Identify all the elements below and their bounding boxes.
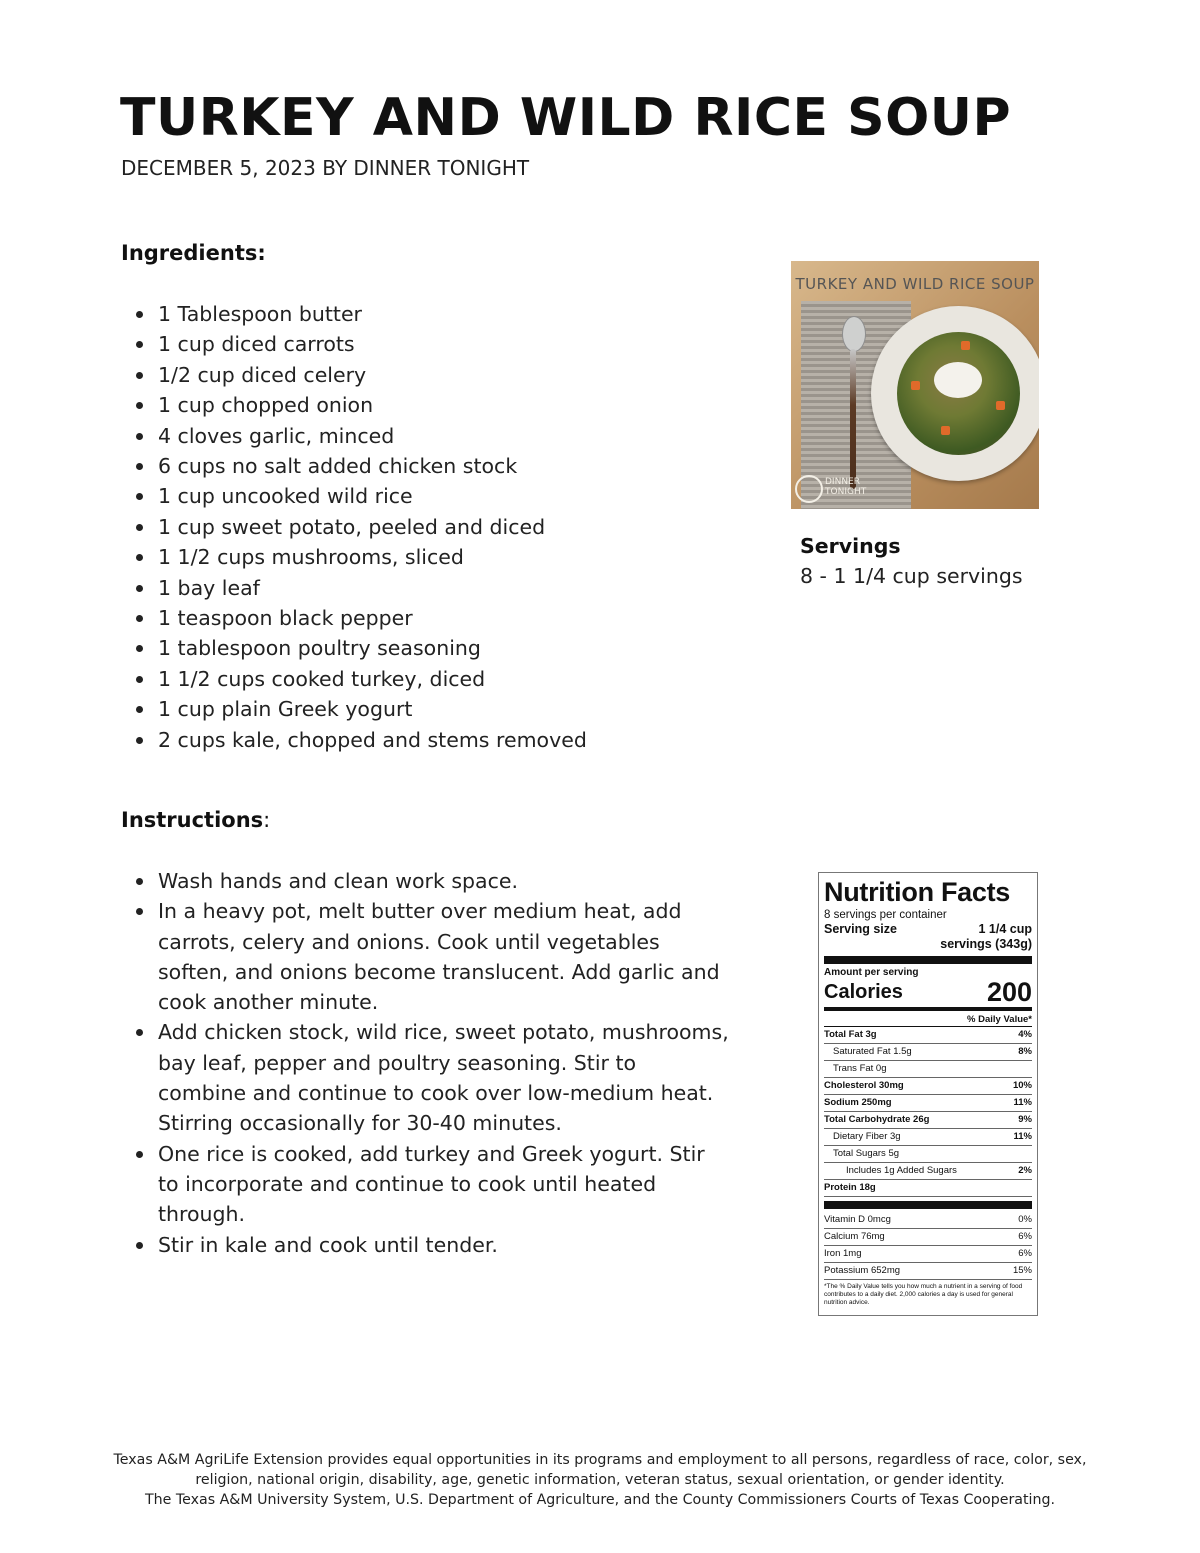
nutrient-name: Cholesterol 30mg <box>824 1080 904 1091</box>
calories-label: Calories <box>824 981 903 1003</box>
nutrition-divider <box>824 956 1032 964</box>
photo-carrot <box>961 341 970 350</box>
nutrition-footnote: *The % Daily Value tells you how much a nutrient in a serving of food contributes to a daily diet. 2,000 calories a day is used for general nutrition advice. <box>824 1283 1023 1306</box>
nutrient-name: Protein 18g <box>824 1182 876 1193</box>
instructions-heading-colon: : <box>263 808 271 832</box>
nutrient-name: Total Carbohydrate 26g <box>824 1114 930 1125</box>
ingredient-item: 1 1/2 cups mushrooms, sliced <box>130 542 690 572</box>
ingredient-item: 1 cup chopped onion <box>130 390 690 420</box>
nutrition-divider <box>824 1201 1032 1209</box>
photo-caption-title: TURKEY AND WILD RICE SOUP <box>795 275 1035 293</box>
serving-size-row <box>824 922 1032 952</box>
instruction-step: Wash hands and clean work space. <box>130 866 730 896</box>
photo-logo-text <box>825 477 866 497</box>
ingredient-item: 1 cup plain Greek yogurt <box>130 694 690 724</box>
nutrient-row <box>824 1112 1032 1129</box>
nutrient-row <box>824 1095 1032 1112</box>
ingredient-item: 2 cups kale, chopped and stems removed <box>130 725 690 755</box>
logo-line1: DINNER <box>825 477 860 487</box>
ingredient-item: 1 bay leaf <box>130 573 690 603</box>
nutrient-row <box>824 1129 1032 1146</box>
ingredient-item: 1 tablespoon poultry seasoning <box>130 633 690 663</box>
instruction-step: One rice is cooked, add turkey and Greek yogurt. Stir to incorporate and continue to cook until heated through. <box>130 1139 730 1230</box>
micronutrient-row <box>824 1212 1032 1229</box>
ingredient-item: 1 1/2 cups cooked turkey, diced <box>130 664 690 694</box>
nutrient-name: Saturated Fat 1.5g <box>833 1046 912 1057</box>
ingredient-item: 1 cup uncooked wild rice <box>130 481 690 511</box>
soup-photo <box>791 261 1039 509</box>
nutrient-row <box>824 1146 1032 1163</box>
spoon-icon <box>842 316 866 352</box>
micronutrient-row <box>824 1229 1032 1246</box>
micronutrient-name: Iron 1mg <box>824 1248 862 1259</box>
nutrient-row <box>824 1027 1032 1044</box>
serving-size-value-1: 1 1/4 cup <box>978 922 1032 936</box>
spoon-handle <box>850 349 856 489</box>
micronutrient-daily-value: 6% <box>1018 1231 1032 1242</box>
serving-size-label: Serving size <box>824 922 897 936</box>
serving-size-value <box>940 922 1032 952</box>
footer-line-1: Texas A&M AgriLife Extension provides equal opportunities in its programs and employment to all persons, regardless of race, color, sex, <box>113 1452 1087 1468</box>
ingredient-item: 1 cup diced carrots <box>130 329 690 359</box>
nutrient-daily-value: 8% <box>1018 1046 1032 1057</box>
nutrient-row <box>824 1078 1032 1095</box>
ingredient-item: 1 teaspoon black pepper <box>130 603 690 633</box>
nutrient-row <box>824 1180 1032 1197</box>
nutrient-rows <box>824 1027 1032 1197</box>
ingredient-item: 1 Tablespoon butter <box>130 299 690 329</box>
nutrient-daily-value: 9% <box>1018 1114 1032 1125</box>
photo-carrot <box>911 381 920 390</box>
nutrient-daily-value: 11% <box>1013 1131 1032 1142</box>
photo-carrot <box>941 426 950 435</box>
ingredient-item: 4 cloves garlic, minced <box>130 421 690 451</box>
nutrition-facts-label <box>818 872 1038 1316</box>
nutrient-name: Sodium 250mg <box>824 1097 892 1108</box>
nutrient-row <box>824 1163 1032 1180</box>
micronutrient-row <box>824 1246 1032 1263</box>
logo-line2: TONIGHT <box>825 487 867 497</box>
instruction-step: Add chicken stock, wild rice, sweet potato, mushrooms, bay leaf, pepper and poultry seasoning. Stir to combine and continue to cook over low-medium heat. Stirring occasionally for 30-40 minutes. <box>130 1017 730 1138</box>
nutrient-daily-value: 2% <box>1018 1165 1032 1176</box>
nutrient-daily-value: 4% <box>1018 1029 1032 1040</box>
micronutrient-daily-value: 6% <box>1018 1248 1032 1259</box>
micronutrient-name: Calcium 76mg <box>824 1231 885 1242</box>
calories-value: 200 <box>986 977 1032 1007</box>
photo-yogurt <box>934 362 982 398</box>
nutrient-name: Dietary Fiber 3g <box>833 1131 901 1142</box>
instructions-heading <box>121 808 270 832</box>
page-title: TURKEY AND WILD RICE SOUP <box>120 88 1012 148</box>
ingredients-heading: Ingredients: <box>121 241 266 265</box>
footer-line-2: religion, national origin, disability, age, genetic information, veteran status, sexual orientation, or gender identity. <box>195 1472 1005 1488</box>
nutrient-name: Includes 1g Added Sugars <box>846 1165 957 1176</box>
dinner-tonight-logo-icon <box>795 475 823 503</box>
byline: DECEMBER 5, 2023 BY DINNER TONIGHT <box>121 156 530 180</box>
servings-per-container: 8 servings per container <box>824 909 947 921</box>
ingredients-list <box>130 299 690 755</box>
ingredient-item: 1 cup sweet potato, peeled and diced <box>130 512 690 542</box>
nutrient-name: Total Fat 3g <box>824 1029 877 1040</box>
micronutrient-daily-value: 15% <box>1012 1265 1032 1276</box>
nutrient-daily-value: 10% <box>1012 1080 1032 1091</box>
instructions-heading-text: Instructions <box>121 808 264 832</box>
nutrient-name: Total Sugars 5g <box>833 1148 900 1159</box>
footer-line-3: The Texas A&M University System, U.S. Department of Agriculture, and the County Commissioners Courts of Texas Cooperating. <box>144 1492 1056 1508</box>
ingredient-item: 6 cups no salt added chicken stock <box>130 451 690 481</box>
servings-label: Servings <box>800 534 901 558</box>
instruction-step: In a heavy pot, melt butter over medium heat, add carrots, celery and onions. Cook until vegetables soften, and onions become translucent. Add garlic and cook another minute. <box>130 896 730 1017</box>
daily-value-header: % Daily Value* <box>824 1013 1032 1027</box>
nutrient-row <box>824 1044 1032 1061</box>
footer <box>50 1450 1150 1510</box>
micronutrient-row <box>824 1263 1032 1280</box>
instruction-step: Stir in kale and cook until tender. <box>130 1230 730 1260</box>
nutrition-title: Nutrition Facts <box>824 877 1011 907</box>
calories-row <box>824 979 1032 1005</box>
nutrition-divider <box>824 1007 1032 1011</box>
micronutrient-name: Potassium 652mg <box>824 1265 901 1276</box>
nutrient-name: Trans Fat 0g <box>833 1063 887 1074</box>
micronutrient-rows <box>824 1212 1032 1280</box>
servings-value: 8 - 1 1/4 cup servings <box>800 564 1023 588</box>
ingredient-item: 1/2 cup diced celery <box>130 360 690 390</box>
micronutrient-name: Vitamin D 0mcg <box>824 1214 891 1225</box>
amount-per-serving: Amount per serving <box>824 967 919 978</box>
serving-size-value-2: servings (343g) <box>940 937 1032 951</box>
micronutrient-daily-value: 0% <box>1018 1214 1032 1225</box>
photo-carrot <box>996 401 1005 410</box>
instructions-list <box>130 866 730 1260</box>
nutrient-daily-value: 11% <box>1013 1097 1032 1108</box>
nutrient-row <box>824 1061 1032 1078</box>
